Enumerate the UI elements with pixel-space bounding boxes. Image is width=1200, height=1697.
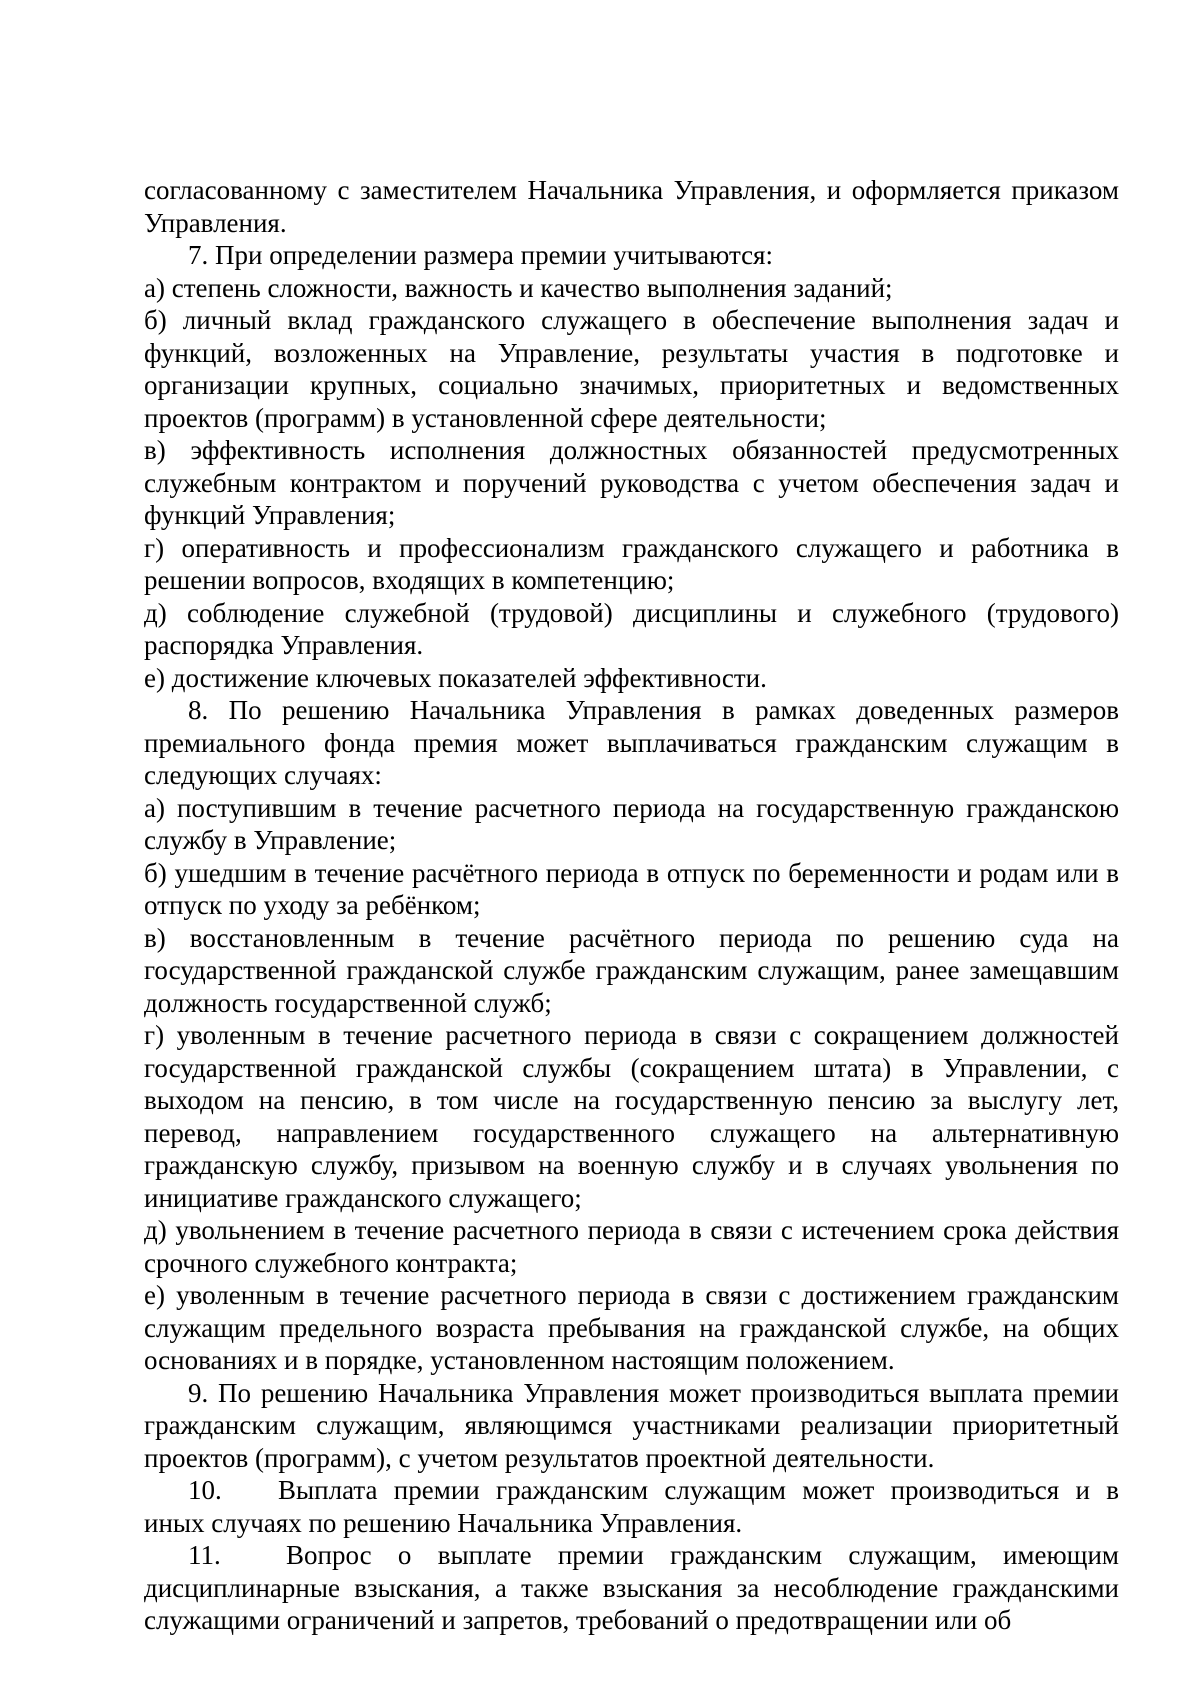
subitem-7b: б) личный вклад гражданского служащего в обеспечение выполнения задач и функций, возложенных на Управление, результаты участия в подготовке и организации крупных, социально значимых, приоритетных и ведомственных проектов (программ) в установленной сфере деятельности; [144,305,1119,433]
subitem-7v: в) эффективность исполнения должностных обязанностей предусмотренных служебным контрактом и поручений руководства с учетом обеспечения задач и функций Управления; [144,435,1119,530]
subitem-8g: г) уволенным в течение расчетного периода в связи с сокращением должностей государственной гражданской службы (сокращением штата) в Управлении, с выходом на пенсию, в том числе на государственную пенсию за выслугу лет, перевод, направлением государственного служащего на альтернативную гражданскую службу, призывом на военную службу и в случаях увольнения по инициативе гражданского служащего; [144,1020,1119,1213]
subitem-7e: е) достижение ключевых показателей эффективности. [144,662,767,693]
subitem-8d: д) увольнением в течение расчетного периода в связи с истечением срока действия срочного служебного контракта; [144,1215,1119,1278]
paragraph-text: Вопрос о выплате премии гражданским служащим, имеющим дисциплинарные взыскания, а также взыскания за несоблюдение гражданскими служащими ограничений и запретов, требований о предотвращении или об [144,1540,1119,1635]
subitem-7a: а) степень сложности, важность и качество выполнения заданий; [144,272,893,303]
paragraph-item-8: 8. По решению Начальника Управления в рамках доведенных размеров премиального фонда премия может выплачиваться гражданским служащим в следующих случаях: [144,695,1119,790]
subitem-8e: е) уволенным в течение расчетного периода в связи с достижением гражданским служащим предельного возраста пребывания на гражданской службе, на общих основаниях и в порядке, установленном настоящим положением. [144,1280,1119,1375]
paragraph-item-10 [144,1474,1119,1539]
paragraph-item-9: 9. По решению Начальника Управления может производиться выплата премии гражданским служащим, являющимся участниками реализации приоритетный проектов (программ), с учетом результатов проектной деятельности. [144,1377,1119,1473]
document-body [144,174,1119,1637]
subitem-7d: д) соблюдение служебной (трудовой) дисциплины и служебного (трудового) распорядка Управления. [144,597,1119,660]
paragraph-item-7: 7. При определении размера премии учитываются: [188,240,773,270]
paragraph-item-11 [144,1539,1119,1637]
paragraph-text: Выплата премии гражданским служащим может производиться и в иных случаях по решению Начальника Управления. [144,1475,1119,1538]
item-number: 11. [188,1540,221,1570]
subitem-7g: г) оперативность и профессионализм гражданского служащего и работника в решении вопросов, входящих в компетенцию; [144,532,1119,595]
subitem-8v: в) восстановленным в течение расчётного периода по решению суда на государственной гражданской службе гражданским служащим, ранее замещавшим должность государственной служб; [144,922,1119,1018]
subitem-8a: а) поступившим в течение расчетного периода на государственную гражданскою службу в Управление; [144,792,1119,855]
item-number: 10. [188,1475,222,1505]
paragraph-continuation: согласованному с заместителем Начальника Управления, и оформляется приказом Управления. [144,175,1119,238]
subitem-8b: б) ушедшим в течение расчётного периода в отпуск по беременности и родам или в отпуск по уходу за ребёнком; [144,857,1119,920]
